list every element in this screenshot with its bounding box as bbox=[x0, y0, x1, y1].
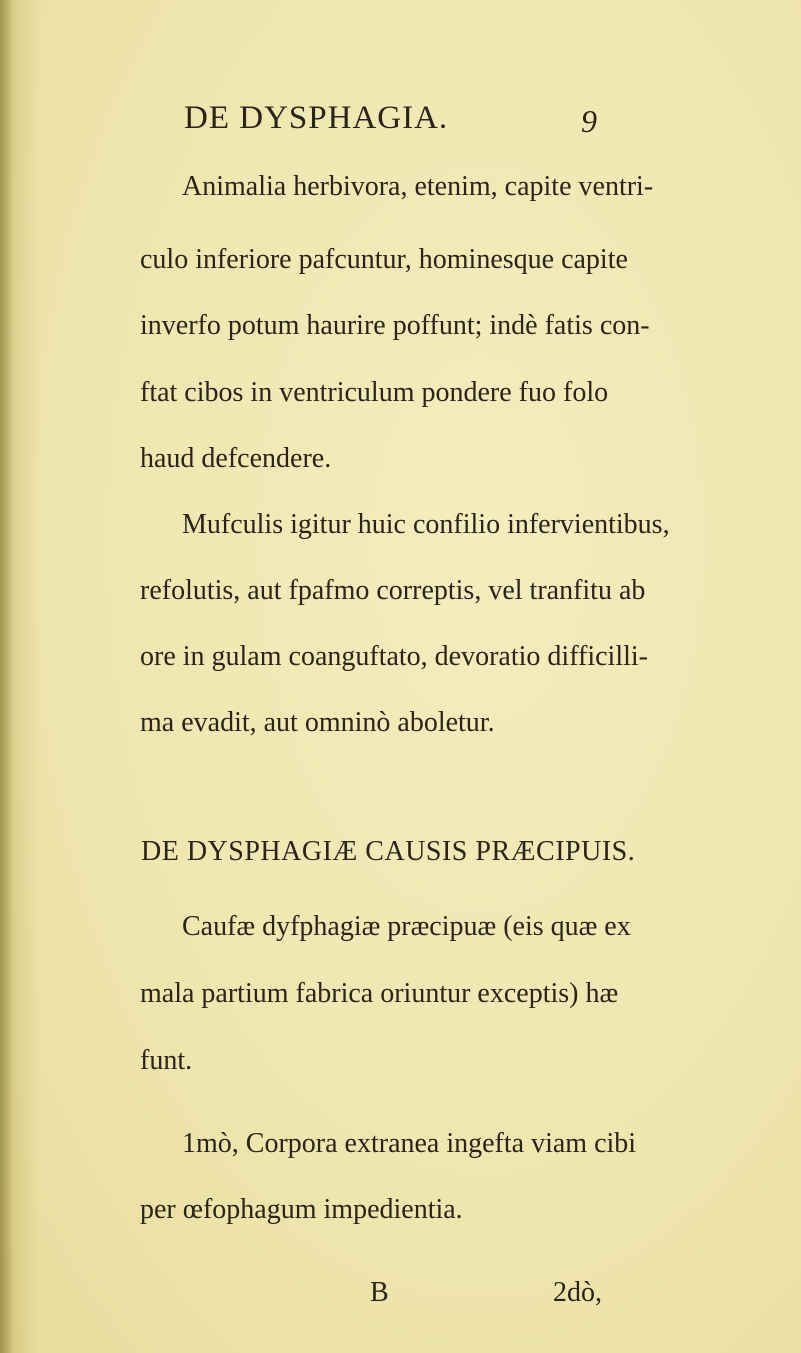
text-line: Animalia herbivora, etenim, capite ventri- bbox=[182, 171, 654, 202]
text-line: per œfophagum impedientia. bbox=[140, 1194, 463, 1225]
text-line: refolutis, aut fpafmo correptis, vel tranfitu ab bbox=[140, 575, 646, 606]
text-line: ftat cibos in ventriculum pondere fuo folo bbox=[140, 377, 609, 408]
running-head: DE DYSPHAGIA. bbox=[184, 100, 449, 136]
catchword: 2dò, bbox=[553, 1277, 602, 1308]
text-line: ma evadit, aut omninò aboletur. bbox=[140, 707, 495, 738]
text-line: Mufculis igitur huic confilio infervientibus, bbox=[182, 509, 670, 540]
text-line: mala partium fabrica oriuntur exceptis) hæ bbox=[140, 978, 619, 1009]
section-heading: DE DYSPHAGIÆ CAUSIS PRÆCIPUIS. bbox=[141, 836, 636, 867]
text-line: Caufæ dyfphagiæ præcipuæ (eis quæ ex bbox=[182, 911, 631, 942]
text-line: ore in gulam coanguftato, devoratio difficilli- bbox=[140, 641, 648, 672]
signature-mark: B bbox=[370, 1277, 389, 1308]
text-line: haud defcendere. bbox=[140, 443, 332, 474]
text-line: 1mò, Corpora extranea ingefta viam cibi bbox=[182, 1128, 637, 1159]
text-line: culo inferiore pafcuntur, hominesque capite bbox=[140, 244, 628, 275]
text-line: funt. bbox=[140, 1045, 193, 1076]
page-gutter-shadow bbox=[0, 0, 14, 1353]
text-line: inverfo potum haurire poffunt; indè fatis con- bbox=[140, 310, 650, 341]
page-number: 9 bbox=[581, 103, 597, 139]
